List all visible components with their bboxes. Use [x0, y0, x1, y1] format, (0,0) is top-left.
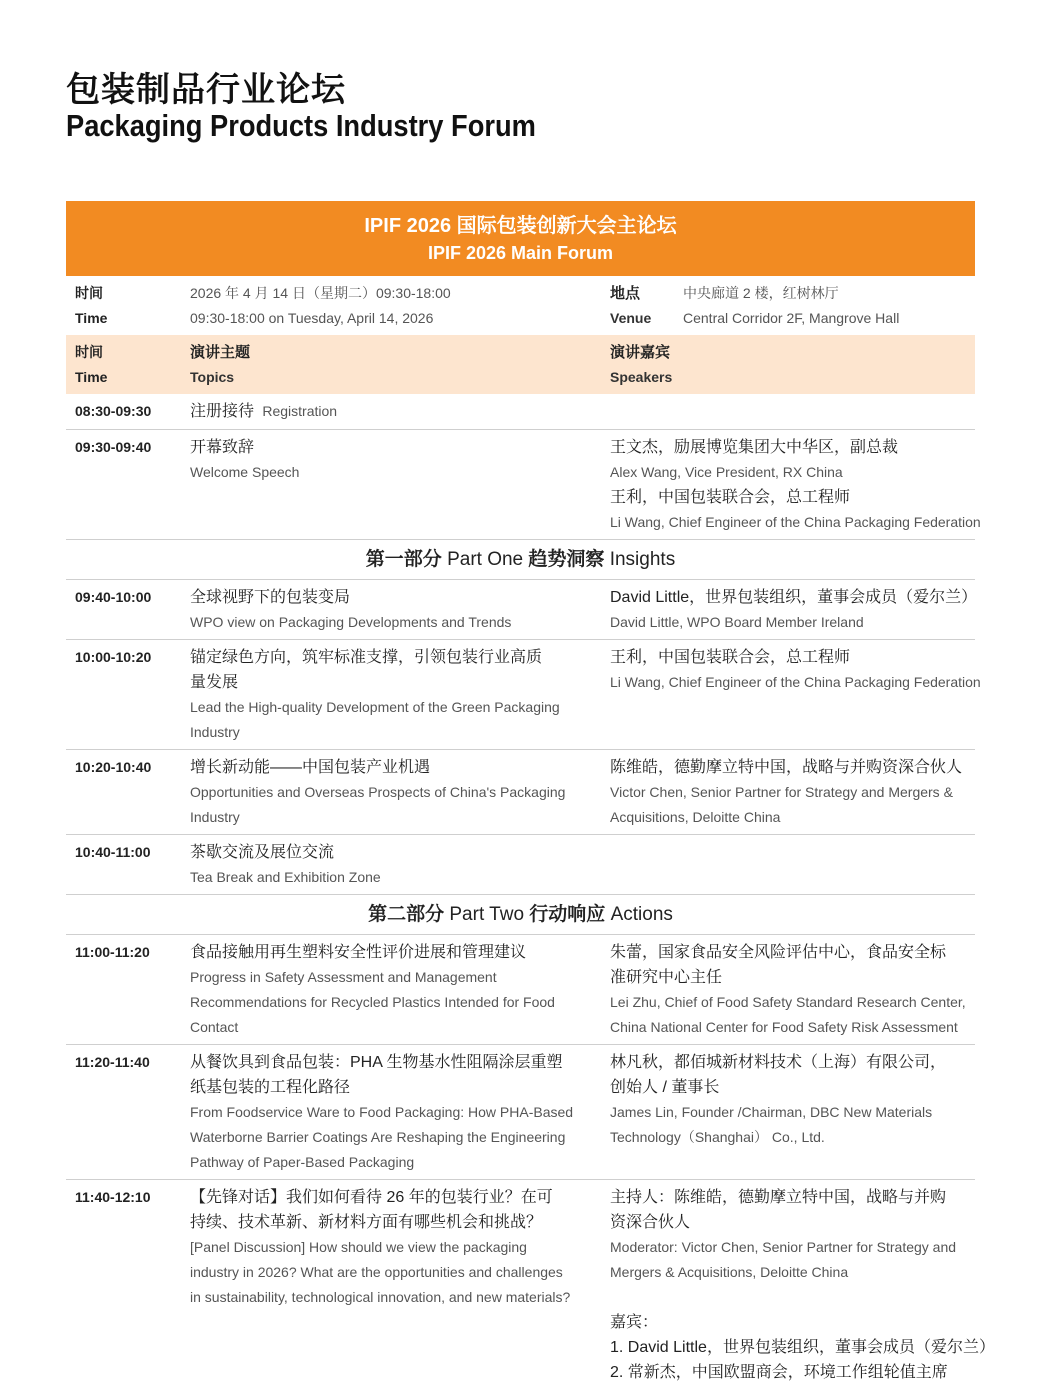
table-row: [66, 835, 975, 895]
row-time: 09:40-10:00: [75, 589, 152, 605]
row-speaker: 朱蕾，国家食品安全风险评估中心，食品安全标 准研究中心主任 Lei Zhu, Chief of Food Safety Standard Research Center, China National Center for Food Safety Risk Assessment: [610, 944, 966, 1035]
section-heading-part-two: 第二部分 Part Two 行动响应 Actions: [66, 895, 975, 935]
info-venue-value: 中央廊道 2 楼，红树林厅 Central Corridor 2F, Mangrove Hall: [683, 285, 900, 326]
page-title-en: Packaging Products Industry Forum: [66, 108, 536, 143]
row-speaker: 林凡秋，都佰城新材料技术（上海）有限公司， 创始人 / 董事长 James Lin, Founder /Chairman, DBC New Materials Technology（Shanghai） Co., Ltd.: [610, 1054, 947, 1145]
table-row: [66, 1180, 995, 1395]
info-time-value: 2026 年 4 月 14 日（星期二）09:30-18:00 09:30-18:00 on Tuesday, April 14, 2026: [190, 285, 451, 326]
banner-title-cn: IPIF 2026 国际包装创新大会主论坛: [364, 214, 677, 237]
row-topic: 注册接待 Registration: [190, 403, 338, 420]
row-time: 08:30-09:30: [75, 403, 152, 419]
row-time: 11:40-12:10: [75, 1189, 151, 1205]
row-speaker: 王文杰，励展博览集团大中华区，副总裁 Alex Wang, Vice President, RX China 王利，中国包装联合会，总工程师 Li Wang, Chief Engineer of the China Packaging Federation: [610, 439, 981, 530]
info-row: [66, 276, 975, 335]
banner-title-en: IPIF 2026 Main Forum: [427, 242, 614, 263]
schedule-table: [66, 201, 995, 1395]
table-row: [66, 394, 975, 430]
table-row: [66, 640, 981, 750]
row-speaker: 王利，中国包装联合会，总工程师 Li Wang, Chief Engineer of the China Packaging Federation: [610, 649, 981, 690]
row-time: 09:30-09:40: [75, 439, 152, 455]
row-topic: 增长新动能——中国包装产业机遇 Opportunities and Overseas Prospects of China's Packaging Industry: [190, 759, 566, 825]
table-row: [66, 1045, 975, 1180]
header-time: 时间 Time: [75, 344, 108, 385]
row-time: 10:20-10:40: [75, 759, 152, 775]
table-row: [66, 935, 975, 1045]
row-time: 10:00-10:20: [75, 649, 152, 665]
row-speaker: 主持人：陈维皓，德勤摩立特中国，战略与并购 资深合伙人 Moderator: Victor Chen, Senior Partner for Strategy and Mergers & Acquisitions, Deloitte China 嘉宾： 1. David Little，世界包装组织，董事会成员（爱尔兰） 2. 常新杰，中国欧盟商会，环境工作组轮值主席: [610, 1189, 995, 1381]
info-time-label: 时间 Time: [75, 285, 108, 326]
row-time: 11:20-11:40: [75, 1054, 150, 1070]
row-time: 10:40-11:00: [75, 844, 151, 860]
row-speaker: David Little，世界包装组织，董事会成员（爱尔兰） David Little, WPO Board Member Ireland: [610, 589, 978, 630]
row-topic: 茶歇交流及展位交流 Tea Break and Exhibition Zone: [190, 844, 381, 885]
info-venue-label: 地点 Venue: [610, 285, 652, 326]
page-title-cn: 包装制品行业论坛: [66, 71, 346, 109]
row-topic: 全球视野下的包装变局 WPO view on Packaging Developments and Trends: [190, 589, 512, 630]
row-topic: 锚定绿色方向，筑牢标准支撑，引领包装行业高质 量发展 Lead the High-quality Development of the Green Packaging Industry: [190, 649, 560, 740]
row-speaker: 陈维皓，德勤摩立特中国，战略与并购资深合伙人 Victor Chen, Senior Partner for Strategy and Mergers & Acquisitions, Deloitte China: [610, 759, 963, 825]
table-row: [66, 580, 978, 640]
header-topics: 演讲主题 Topics: [190, 344, 251, 385]
section-heading-part-one: 第一部分 Part One 趋势洞察 Insights: [66, 540, 975, 580]
table-row: [66, 430, 981, 540]
table-header: [66, 335, 975, 394]
table-row: [66, 750, 975, 835]
row-topic: 开幕致辞 Welcome Speech: [190, 439, 300, 480]
forum-banner: [66, 201, 975, 276]
row-time: 11:00-11:20: [75, 944, 150, 960]
header-speakers: 演讲嘉宾 Speakers: [610, 344, 673, 385]
row-topic: 【先锋对话】我们如何看待 26 年的包装行业？在可 持续、技术革新、新材料方面有哪些机会和挑战？ [Panel Discussion] How should we view the packaging industry in 2026? What are the opportunities and challenges in sustainability, technological innovation, and new materials?: [190, 1189, 571, 1305]
row-topic: 食品接触用再生塑料安全性评价进展和管理建议 Progress in Safety Assessment and Management Recommendations for Recycled Plastics Intended for Food Contact: [190, 944, 555, 1035]
row-topic: 从餐饮具到食品包装：PHA 生物基水性阻隔涂层重塑 纸基包装的工程化路径 From Foodservice Ware to Food Packaging: How PHA-Based Waterborne Barrier Coatings Are Reshaping the Engineering Pathway of Paper-Based Packaging: [190, 1054, 574, 1170]
